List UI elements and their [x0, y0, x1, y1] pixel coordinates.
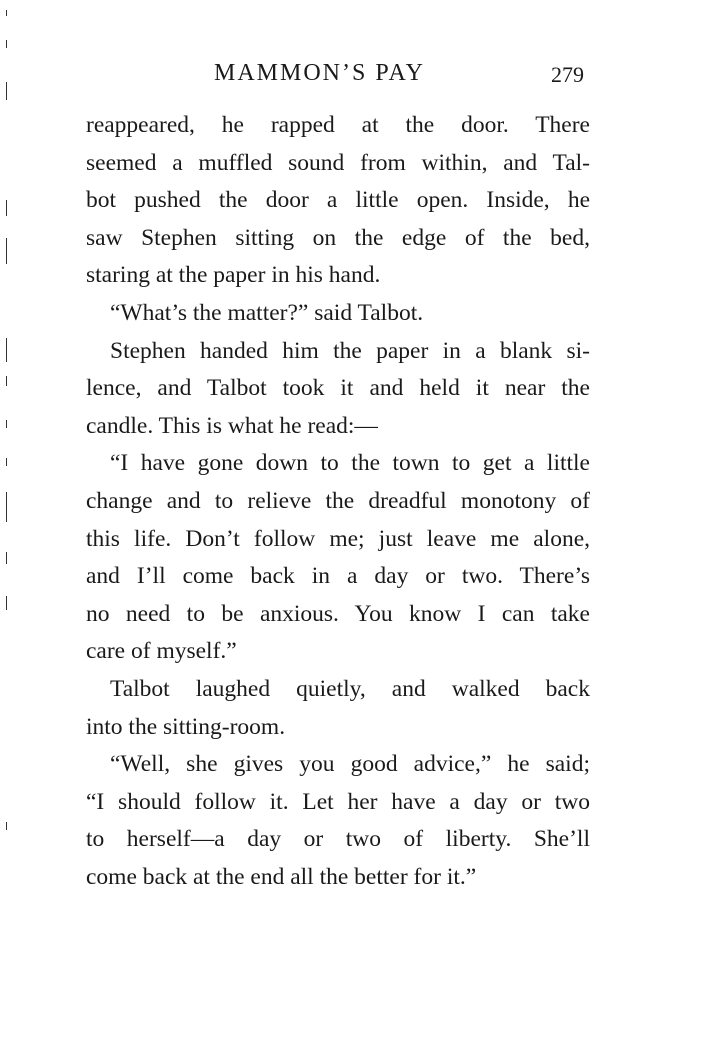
text-line: change and to relieve the dreadful monotony of [86, 487, 590, 514]
text-line: reappeared, he rapped at the door. There [86, 112, 590, 138]
text-line: candle. This is what he read:— [86, 412, 378, 439]
text-line: lence, and Talbot took it and held it near the [86, 375, 590, 402]
margin-tick [6, 200, 7, 216]
margin-tick [6, 82, 7, 100]
margin-tick [6, 376, 7, 386]
page-number: 279 [551, 62, 584, 87]
text-line: saw Stephen sitting on the edge of the bed, [86, 224, 590, 251]
text-line: “I should follow it. Let her have a day or two [86, 788, 590, 815]
text-line: staring at the paper in his hand. [86, 262, 381, 289]
text-line: Stephen handed him the paper in a blank si- [110, 337, 590, 364]
text-line: come back at the end all the better for it.” [86, 863, 477, 890]
text-line: care of myself.” [86, 638, 237, 665]
body-text [86, 107, 590, 896]
margin-tick [6, 40, 7, 48]
margin-tick [6, 338, 7, 362]
text-line: “I have gone down to the town to get a little [110, 450, 590, 477]
text-line: bot pushed the door a little open. Inside, he [86, 187, 590, 214]
margin-tick [6, 822, 7, 830]
text-line: “What’s the matter?” said Talbot. [110, 299, 424, 326]
margin-tick [6, 492, 7, 522]
margin-tick [6, 238, 7, 264]
margin-tick [6, 458, 7, 466]
text-line: no need to be anxious. You know I can take [86, 600, 590, 627]
running-head [86, 60, 586, 96]
margin-tick [6, 420, 7, 428]
text-line: into the sitting-room. [86, 713, 286, 740]
scan-margin-artifacts [0, 0, 12, 1064]
text-line: and I’ll come back in a day or two. There’s [86, 563, 590, 590]
margin-tick [6, 10, 7, 16]
margin-tick [6, 552, 7, 564]
text-line: to herself—a day or two of liberty. She’ll [86, 826, 590, 853]
text-line: seemed a muffled sound from within, and Tal- [86, 149, 590, 176]
text-line: “Well, she gives you good advice,” he said; [110, 751, 590, 778]
margin-tick [6, 596, 7, 610]
text-line: Talbot laughed quietly, and walked back [110, 675, 590, 702]
running-title: MAMMON’S PAY [214, 60, 425, 86]
text-line: this life. Don’t follow me; just leave me alone, [86, 525, 590, 552]
